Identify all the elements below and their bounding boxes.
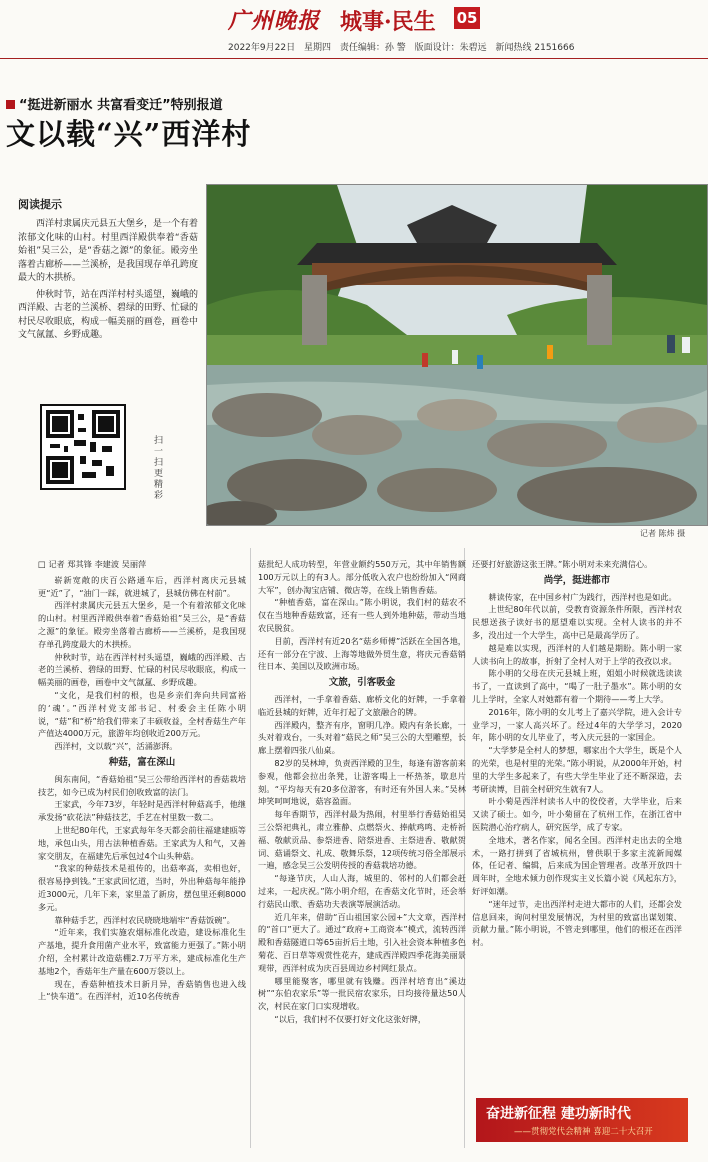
reading-tips-paragraph: 仲秋时节，站在西洋村村头遥望，巍峨的西洋殿、古老的兰溪桥、碧绿的田野、忙碌的村民尽收眼底，构成一幅美丽的画卷，画卷中文气氤氲、乡野成趣。: [18, 289, 199, 340]
article-paragraph: 陈小明的父母在庆元县城上班，姐姐小时候就选读读书了，一直读到了高中，“喝了一肚子墨水”。陈小明的女儿上学时，全家人对她都有着一个期待——考上大学。: [472, 668, 682, 704]
designer-credit: 版面设计：朱碧远: [414, 43, 487, 53]
photo-credit: 记者 陈炜 摄: [640, 529, 686, 538]
masthead: [0, 0, 708, 59]
article-paragraph: 仲秋时节，站在西洋村村头遥望，巍峨的西洋殿、古老的兰溪桥、碧绿的田野、忙碌的村民尽收眼底，构成一幅美丽的画卷，画卷中文气氤氲、乡野成趣。: [38, 651, 246, 688]
article-paragraph: 崭新宽敞的庆百公路通车后，西洋村离庆元县城更“近”了，“油门一踩，就进城了，县城仿佛在村前”。: [38, 574, 246, 598]
reading-tips-paragraph: 西洋村隶属庆元县五大堡乡，是一个有着浓郁文化味的山村。村里西洋殿供奉着“香菇始祖”吴三公，是“香菇之源”的象征。殿旁坐落着古廊桥——兰溪桥，是我国现存单孔跨度最大的木拱桥。: [18, 219, 199, 283]
article-paragraph: “迷年过节，走出西洋村走进大都市的人们，还都会发信息回来，询问村里发展情况，为村里的致富出谋划策、贡献力量。”陈小明说，不管走到哪里，他们的根还在西洋村。: [472, 898, 682, 948]
article-paragraph: 西洋村隶属庆元县五大堡乡，是一个有着浓郁文化味的山村。村里西洋殿供奉着“香菇始祖”吴三公，是“香菇之源”的象征。殿旁坐落着古廊桥——兰溪桥，是我国现存单孔跨度最大的木拱桥。: [38, 600, 246, 649]
article-column-2: [258, 558, 466, 1026]
article-paragraph: 上世纪80年代，王家武每年冬天都会前往福建建瓯等地，承包山头，用古法种植香菇。王家武为人和气，又善家交朋友，在福建先后承包过4个山头种菇。: [38, 824, 246, 861]
lanxi-bridge-photo: [206, 184, 708, 526]
article-paragraph: 上世纪80年代以前，受教育资源条件所限，西洋村农民想送孩子读好书的愿望难以实现。全村人读书的并不多，没出过一个大学生，高中已是最高学历了。: [472, 604, 682, 640]
banner-slogan: 奋进新征程 建功新时代: [486, 1106, 631, 1122]
article-paragraph: “文化，是我们村的根，也是乡亲们奔向共同富裕的‘魂’。”西洋村党支部书记、村委会主任陈小明说，“菇”和“桥”给我们带来了丰硕收益，全村香菇生产年产值达4000万元，旅游年均创收近200万元。: [38, 689, 246, 739]
article-paragraph: 2016年，陈小明的女儿考上了嘉兴学院，进入会计专业学习，一家人高兴坏了。经过4年的大学学习，2020年，陈小明的女儿毕业了，考入庆元县的一家国企。: [472, 706, 682, 743]
article-column-3: [472, 558, 682, 949]
article-paragraph: 西洋村，一手拿着香菇、廊桥文化的好牌，一手拿着临近县城的好牌，近年打起了文旅融合的牌。: [258, 693, 466, 717]
article-paragraph: “每逢节庆，人山人海，城里的、邻村的人们都会赶过来，一起庆祝。”陈小明介绍，在香菇文化节时，还会举行菇民山歌、香菇功夫表演等展演活动。: [258, 873, 466, 909]
section-name: 城事·民生: [340, 9, 436, 35]
article-paragraph: 全地术，著名作家，闻名全国。西洋村走出去的全地术，一路打拼到了省城杭州，曾供职于多家主流新闻媒体，任记者、编辑，后来成为国企管理者。改革开放四十周年时，全地术倾力创作现实主义长篇小说《风起东方》，好评如潮。: [472, 834, 682, 896]
reading-tips: [18, 196, 198, 346]
article-paragraph: 王家武，今年73岁，年轻时是西洋村种菇高手，他继承发扬“砍花法”种菇技艺，手艺在村里数一数二。: [38, 799, 246, 823]
article-paragraph: 耕读传家，在中国乡村广为践行，西洋村也是如此。: [488, 591, 677, 602]
headline: 文以载“兴”西洋村: [6, 117, 252, 151]
issue-meta: [228, 40, 580, 53]
article-paragraph: 近几年来，借助“百山祖国家公园+”大文章，西洋村的“首口”更大了。通过“政府+工商资本”模式，流转西洋殿和香菇隧道口等65亩折后土地，引入社会资本种植多色菊花、百日草等观赏性花卉，建成西洋殿四季花海美丽景观带，西洋村成为庆百县周边乡村网红景点。: [258, 911, 466, 973]
campaign-banner: [476, 1098, 688, 1142]
article-paragraph: 西洋殿内，整齐有序，窗明几净。殿内有条长廊，一头对着戏台，一头对着“菇民之师”吴三公的大型雕塑，长廊上摆着四张八仙桌。: [258, 719, 466, 756]
article-paragraph: “大学梦是全村人的梦想，哪家出个大学生，既是个人的光荣，也是村里的光荣。”陈小明说，从2000年开始，村里的大学生多起来了，有些大学生毕业了还不断深造，去考研读博，目前全村研究生就有7人。: [472, 745, 682, 794]
article-paragraph: 叶小菊是西洋村读书人中的佼佼者，大学毕业，后来又读了硕士。如今，叶小菊留在了杭州工作，在浙江省中医院潜心治疗病人，研究医学，成了专家。: [472, 796, 682, 832]
article-paragraph: 现在，香菇种植技术日新月异，香菇销售也进入线上“快车道”。在西洋村，近10名传统香: [38, 978, 246, 1002]
page-number-badge: 05: [454, 7, 480, 29]
article-paragraph: “近年来，我们实施农烟标准化改造，建设标准化生产基地，提升食用菌产业水平，致富能力更强了。”陈小明介绍，全村累计改造菇棚2.7万平方米，建成标准化生产基地2个，香菇年生产量在600万袋以上。: [38, 927, 246, 976]
paper-name: 广州晚报: [228, 8, 321, 34]
article-paragraph: 每年香期节，西洋村最为热闹，村里举行香菇始祖吴三公祭祀典礼，肃立雅静、点燃祭火、捧献鸡鸣、走桥祈福、敬献贡品、参祭进香、陪祭进香、主祭进香、敬献贺词、菇诵祭文、礼成、敬舞乐祭，12项传统习俗全部展示一遍，感念吴三公发明传授的香菇栽培功德。: [258, 809, 466, 871]
article-paragraph: 越是难以实现，西洋村的人们越是期盼。陈小明一家人读书向上的故事，折射了全村人对于上学的孜孜以求。: [472, 642, 682, 666]
square-bullet-icon: [6, 100, 15, 109]
banner-subtitle: ——贯彻党代会精神 喜迎二十大召开: [514, 1127, 653, 1137]
article-paragraph: 闽东南间，“香菇始祖”吴三公带给西洋村的香菇栽培技艺，如今已成为村民们创收致富的法门。: [38, 773, 246, 797]
article-paragraph: “我家的种菇技术是祖传的，出菇率高，卖相也好，很容易挣到钱。”王家武回忆道，当时，外出种菇每年能挣近3000元，几年下来，家里盖了新房，摆包里还剩8000多元。: [38, 863, 246, 912]
article-paragraph: 目前，西洋村有近20名“菇乡师傅”活跃在全国各地，还有一部分在宁波、上海等地做外贸生意，将庆元香菇销往日本、美国以及欧洲市场。: [258, 635, 466, 672]
article-paragraph: “以后，我们村不仅要打好文化这张好牌，: [274, 1013, 427, 1024]
article-paragraph: 西洋村，文以载“兴”，活涌澎湃。: [54, 741, 178, 752]
issue-date: 2022年9月22日: [228, 43, 296, 53]
article-paragraph: 82岁的吴林坤，负责西洋殿的卫生，每逢有游客前来参观，他都会拉出条凳，让游客喝上一杯热茶，歇息片刻。“平均每天有20多位游客，有时还有外国人来。”吴林坤笑呵呵地说，菇容盈面。: [258, 757, 466, 807]
article-paragraph: 哪里能聚客，哪里就有钱赚。西洋村培育出“溪边树”“东伯农家乐”等一批民宿农家乐，日均接待量达50人次，村民在家门口实现增收。: [258, 975, 466, 1012]
section-subheading: 文旅，引客吸金: [328, 677, 396, 689]
article-paragraph: 菇批纪人成功转型，年营业额约550万元，其中年销售额100万元以上的有3人。部分低收入农户也纷纷加入“网商大军”，创办淘宝店铺、微店等，在线上销售香菇。: [258, 559, 466, 595]
article-paragraph: “种植香菇，富在深山。”陈小明说，我们村的菇农不仅在当地种香菇致富，还有一些人到外地种菇，带动当地农民脱贫。: [258, 597, 466, 633]
section-subheading: 种菇，富在深山: [108, 756, 176, 768]
editor-credit: 责任编辑：孙 警: [339, 43, 406, 53]
article-paragraph: 还要打好旅游这张王牌。”陈小明对未来充满信心。: [472, 559, 653, 569]
qr-code[interactable]: [40, 404, 126, 490]
byline: □ 记者 郑其锋 李建波 吴丽萍: [38, 559, 147, 569]
article-column-1: [38, 558, 246, 1003]
column-divider: [250, 548, 251, 1148]
news-hotline: 新闻热线 2151666: [495, 43, 575, 53]
series-label: [6, 94, 223, 113]
series-text: “挺进新丽水 共富看变迁”特别报道: [19, 98, 223, 113]
qr-caption: 扫一扫更精彩: [154, 436, 164, 501]
article-paragraph: 靠种菇手艺，西洋村农民晓晓地端牢“香菇饭碗”。: [54, 914, 235, 925]
section-subheading: 尚学，挺进都市: [543, 574, 611, 586]
reading-tips-title: 阅读提示: [18, 198, 62, 211]
issue-weekday: 星期四: [303, 43, 331, 53]
